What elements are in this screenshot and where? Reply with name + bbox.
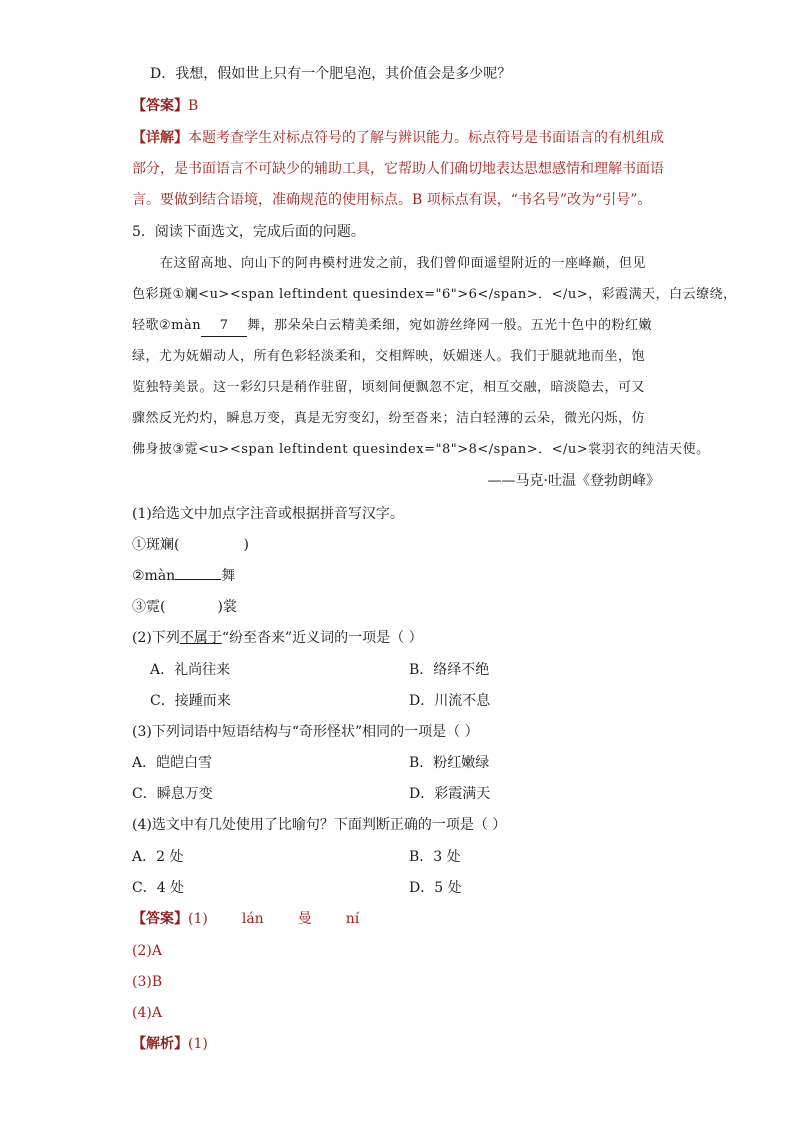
answer-label: 【答案】: [132, 98, 188, 114]
analysis-label: 【解析】: [132, 1036, 188, 1052]
sub2-option-b: B．络绎不绝: [409, 662, 490, 678]
q5-answer-line2: (2)A: [132, 943, 162, 959]
circled-number-3: ③: [172, 442, 185, 457]
circled-number-2: ②: [159, 318, 172, 333]
sub4-option-d: D．5 处: [409, 880, 462, 896]
sub3-option-d: D．彩霞满天: [409, 786, 491, 802]
sub2-option-c: C．接踵而来: [150, 693, 231, 709]
sub2-stem: (2)下列不属于“纷至沓来”近义词的一项是（ ）: [132, 630, 423, 646]
q4-answer: [132, 96, 198, 116]
sub3-option-a: A．皑皑白雪: [132, 755, 213, 771]
answer-label: 【答案】: [132, 911, 188, 927]
q5-answer-line3: (3)B: [132, 974, 163, 990]
sub2-option-d: D．川流不息: [409, 693, 491, 709]
q4-detail-line3: 言。要做到结合语境，准确规范的使用标点。B 项标点有误，“书名号”改为“引号”。: [132, 192, 652, 208]
answer-value: B: [188, 98, 199, 114]
passage-line5: 览独特美景。这一彩幻只是稍作驻留，顷刻间便飘忽不定，相互交融，暗淡隐去，可又: [132, 380, 646, 395]
sub1-item3: ③霓( )裳: [132, 599, 237, 615]
passage-line4: 绿，尤为妩媚动人，所有色彩轻淡柔和，交相辉映，妖媚迷人。我们于腿就地而坐，饱: [132, 349, 646, 364]
q5-answer-line1: 【答案】(1) lán 曼 ní: [132, 911, 360, 927]
q4-option-d: D．我想，假如世上只有一个肥皂泡，其价值会是多少呢？: [150, 66, 512, 82]
passage-line6: 骤然反光灼灼，瞬息万变，真是无穷变幻，纷至沓来；洁白轻薄的云朵，微光闪烁，仿: [132, 411, 646, 426]
q4-detail-line1: 【详解】本题考查学生对标点符号的了解与辨识能力。标点符号是书面语言的有机组成: [132, 130, 664, 146]
sub1-item1: ①斑斓( ): [132, 537, 249, 553]
sub4-option-a: A．2 处: [132, 849, 184, 865]
q5-answer-line4: (4)A: [132, 1005, 162, 1021]
circled-number-1: ①: [172, 287, 185, 302]
passage-line2: 色彩斑①斓<u><span leftindent quesindex="6">6</span>．</u>，彩霞满天，白云缭绕，: [132, 285, 737, 305]
blank-field: [175, 579, 221, 580]
sub1-stem: (1)给选文中加点字注音或根据拼音写汉字。: [132, 506, 404, 522]
q5-analysis: 【解析】(1): [132, 1036, 208, 1052]
sub4-option-b: B．3 处: [409, 849, 461, 865]
passage-line3: 轻歌②màn 7 舞，那朵朵白云精美柔细，宛如游丝绛网一般。五光十色中的粉红嫩: [132, 316, 652, 337]
sub1-item2: ②màn 舞: [132, 568, 236, 584]
sub3-option-c: C．瞬息万变: [132, 786, 213, 802]
q5-title: 5．阅读下面选文，完成后面的问题。: [132, 224, 365, 240]
passage-line1: 在这留高地、向山下的阿冉模村进发之前，我们曾仰面遥望附近的一座峰巅，但见: [160, 256, 647, 271]
sub3-option-b: B．粉红嫩绿: [409, 755, 490, 771]
sub2-option-a: A．礼尚往来: [150, 662, 231, 678]
underlined-text: 不属于: [179, 630, 222, 646]
sub4-option-c: C．4 处: [132, 880, 185, 896]
passage-line7: 佛身披③霓<u><span leftindent quesindex="8">8</span>．</u>裳羽衣的纯洁天使。: [132, 440, 710, 460]
sub4-stem: (4)选文中有几处使用了比喻句？下面判断正确的一项是（ ）: [132, 817, 507, 833]
blank-7: 7: [201, 316, 247, 337]
detail-label: 【详解】: [132, 130, 188, 146]
sub3-stem: (3)下列词语中短语结构与“奇形怪状”相同的一项是（ ）: [132, 724, 479, 740]
q4-detail-line2: 部分，是书面语言不可缺少的辅助工具，它帮助人们确切地表达思想感情和理解书面语: [132, 161, 664, 177]
passage-source: ——马克·吐温《登勃朗峰》: [487, 473, 660, 489]
